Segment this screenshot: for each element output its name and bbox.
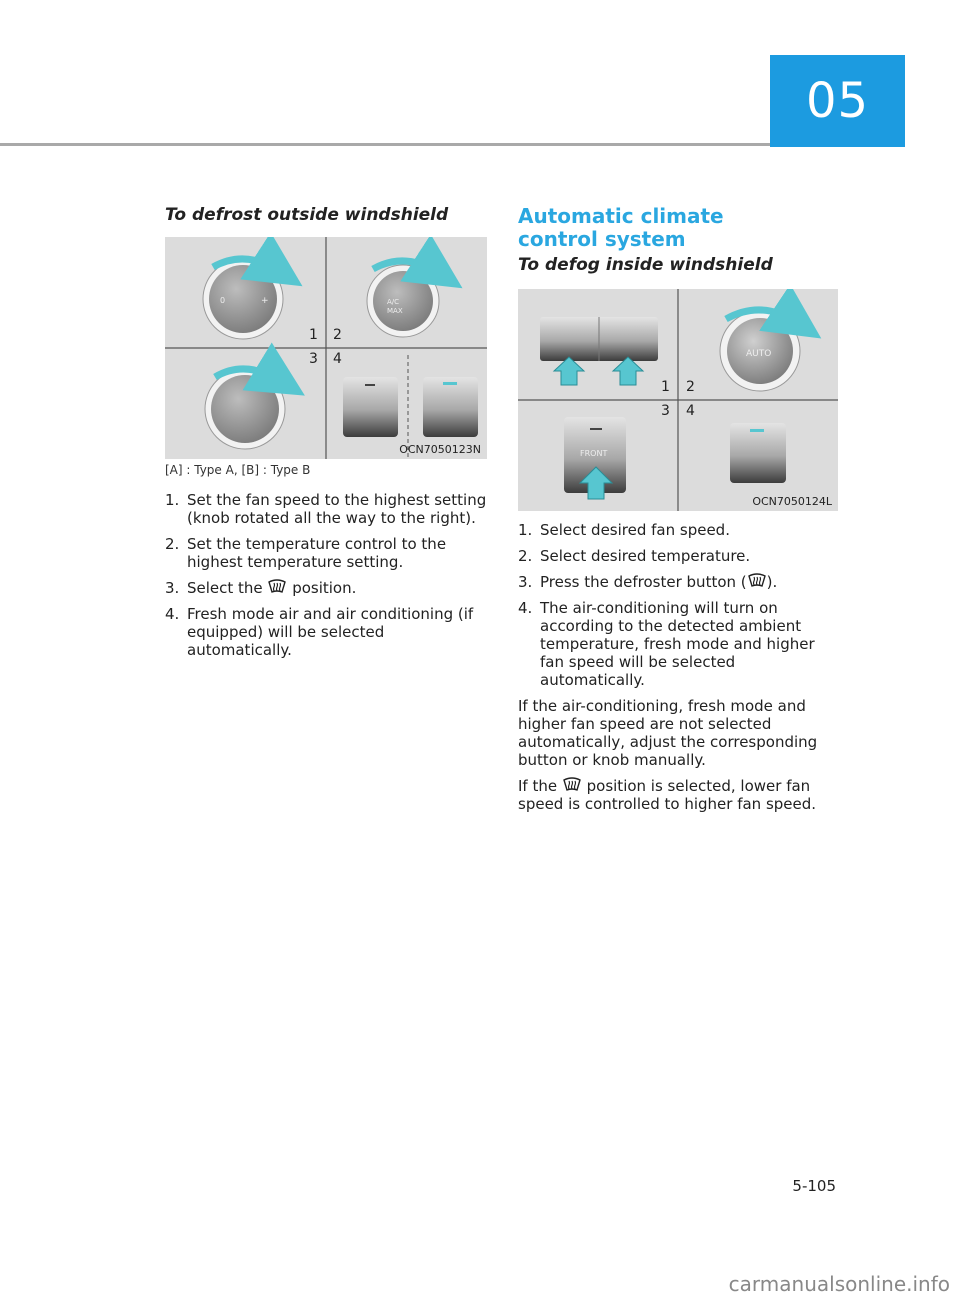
svg-text:A/C: A/C (387, 298, 400, 306)
mode-knob (205, 369, 285, 449)
defog-figure (518, 289, 838, 511)
svg-text:MAX: MAX (387, 307, 403, 315)
svg-text:+: + (261, 296, 269, 306)
defrost-icon (747, 573, 767, 589)
defrost-icon (267, 579, 287, 595)
defrost-button-a (343, 377, 398, 437)
fig-label-1: 1 (661, 379, 670, 395)
front-defrost-button (564, 417, 626, 499)
figure-code: OCN7050123N (399, 443, 481, 456)
list-item: 4. Fresh mode air and air conditioning (if equipped) will be selected automatically. (165, 605, 474, 659)
header-rule (0, 143, 770, 146)
fan-buttons (540, 317, 658, 385)
left-column (165, 205, 487, 667)
defrost-figure-illustration (165, 237, 487, 459)
paragraph-manual-adjust: If the air-conditioning, fresh mode and higher fan speed are not selected automatically, adjust the corresponding button or knob manually. (518, 697, 818, 769)
list-item: 2. Set the temperature control to the highest temperature setting. (165, 535, 447, 571)
front-label: FRONT (580, 449, 608, 458)
section-title: Automatic climate control system (518, 204, 724, 251)
list-item: 1. Select desired fan speed. (518, 521, 730, 539)
list-item: 2. Select desired temperature. (518, 547, 751, 565)
chapter-tab: 05 (770, 55, 905, 147)
rear-defrost-button (730, 423, 786, 483)
defrost-icon (562, 777, 582, 793)
figure-caption: [A] : Type A, [B] : Type B (165, 463, 311, 477)
fig-label-2: 2 (333, 327, 342, 343)
fan-knob (203, 259, 283, 339)
fig-label-4: 4 (333, 351, 342, 367)
list-item: 3. Press the defroster button ( ). (518, 573, 778, 591)
svg-text:0: 0 (220, 296, 226, 305)
list-item: 1. Set the fan speed to the highest setting (knob rotated all the way to the right). (165, 491, 487, 527)
auto-label: AUTO (746, 349, 772, 359)
right-heading: To defog inside windshield (518, 255, 773, 275)
watermark: carmanualsonline.info (728, 1272, 950, 1296)
list-item: 4. The air-conditioning will turn on according to the detected ambient temperature, fresh mode and higher fan speed will be selected automatically. (518, 599, 815, 689)
fig-label-1: 1 (309, 327, 318, 343)
defrost-figure (165, 237, 487, 459)
defrost-button-b (423, 377, 478, 437)
fig-label-3: 3 (309, 351, 318, 367)
fig-label-3: 3 (661, 403, 670, 419)
page-number: 5-105 (792, 1177, 836, 1195)
figure-code: OCN7050124L (752, 495, 832, 508)
fig-label-2: 2 (686, 379, 695, 395)
fig-label-4: 4 (686, 403, 695, 419)
paragraph-fan-speed: If the position is selected, lower fan speed is controlled to higher fan speed. (518, 777, 817, 813)
defog-figure-illustration (518, 289, 838, 511)
list-item: 3. Select the position. (165, 579, 357, 597)
left-heading: To defrost outside windshield (165, 205, 449, 225)
left-steps (165, 491, 487, 659)
right-column (518, 205, 840, 821)
ac-knob (367, 261, 439, 337)
right-steps (518, 521, 840, 689)
